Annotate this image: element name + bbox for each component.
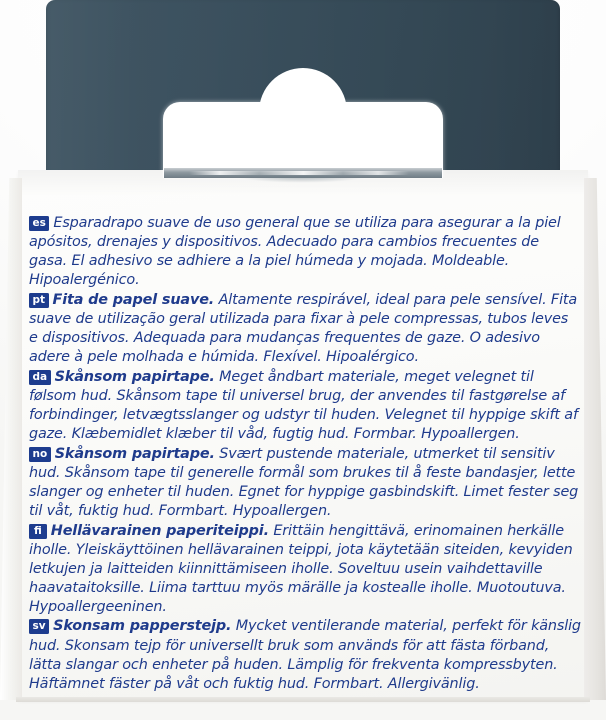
language-paragraph-da bbox=[29, 368, 581, 444]
body-pt: Altamente respirável, ideal para pele sensível. Fita suave de utilização geral utilizada para fixar à pele compressas, tubos leves e dispositivos. Adequada para mudanças frequentes de gaze. O adesivo adere à pele molhada e húmida. Flexível. Hipoalérgico. bbox=[29, 291, 578, 366]
language-paragraph-no bbox=[29, 445, 581, 521]
headline-da: Skånsom papirtape. bbox=[54, 368, 215, 385]
language-badge-es: es bbox=[29, 216, 49, 231]
hang-tab-shadow bbox=[215, 176, 389, 185]
language-paragraph-fi bbox=[29, 522, 581, 617]
language-badge-da: da bbox=[29, 370, 51, 385]
body-no: Svært pustende materiale, utmerket til sensitiv hud. Skånsom tape til generelle formål som brukes til å feste bandasjer, lette slanger og enheter til huden. Egnet for hyppige gasbindskift. Limet fester seg til våt, fuktig hud. Formbart. Hypoallergen. bbox=[29, 445, 579, 519]
language-badge-fi: fi bbox=[29, 524, 47, 539]
headline-pt: Fita de papel suave. bbox=[52, 291, 215, 308]
language-badge-no: no bbox=[29, 447, 51, 462]
body-es: Esparadrapo suave de uso general que se utiliza para asegurar a la piel apósitos, drenajes y dispositivos. Adecuado para cambios frecuentes de gasa. El adhesivo se adhiere a la piel húmeda y mojada. Moldeable. Hipoalergénico. bbox=[29, 215, 561, 289]
euro-slot-hang-tab bbox=[163, 68, 443, 178]
body-sv: Mycket ventilerande material, perfekt för känslig hud. Skonsam tejp för universellt bruk som används för att fästa förband, lätta slangar och enheter på huden. Lämplig för frekventa kompressbyten. Häftämnet fäster på våt och fuktig hud. Formbart. Allergivänlig. bbox=[29, 618, 581, 692]
headline-no: Skånsom papirtape. bbox=[54, 445, 215, 462]
language-paragraph-es bbox=[29, 214, 581, 290]
language-badge-pt: pt bbox=[29, 293, 49, 308]
language-paragraph-sv bbox=[29, 617, 581, 693]
language-badge-sv: sv bbox=[29, 619, 49, 634]
headline-sv: Skonsam papperstejp. bbox=[53, 618, 232, 635]
package-bottom-edge bbox=[16, 697, 590, 702]
language-paragraph-pt bbox=[29, 291, 581, 367]
hang-tab-lip-highlight bbox=[189, 171, 409, 175]
body-da: Meget åndbart materiale, meget velegnet til følsom hud. Skånsom tape til universel brug, der anvendes til fastgørelse af forbindinger, letvægtsslanger og udstyr til huden. Velegnet til hyppige skift af gaze. Klæbemidlet klæber til våd, fugtig hud. Formbar. Hypoallergen. bbox=[29, 368, 578, 443]
multilingual-description-block bbox=[29, 214, 581, 694]
body-fi: Erittäin hengittävä, erinomainen herkälle iholle. Yleiskäyttöinen hellävarainen teippi, jota käytetään siteiden, kevyiden letkujen ja laitteiden kiinnittämiseen iholle. Soveltuu usein vaihdettaville haavataitoksille. Liima tarttuu myös märälle ja kostealle iholle. Muotoutuva. Hypoallergeeninen. bbox=[29, 522, 573, 615]
headline-fi: Hellävarainen paperiteippi. bbox=[50, 522, 269, 539]
hang-tab-hole-knob bbox=[259, 68, 347, 126]
